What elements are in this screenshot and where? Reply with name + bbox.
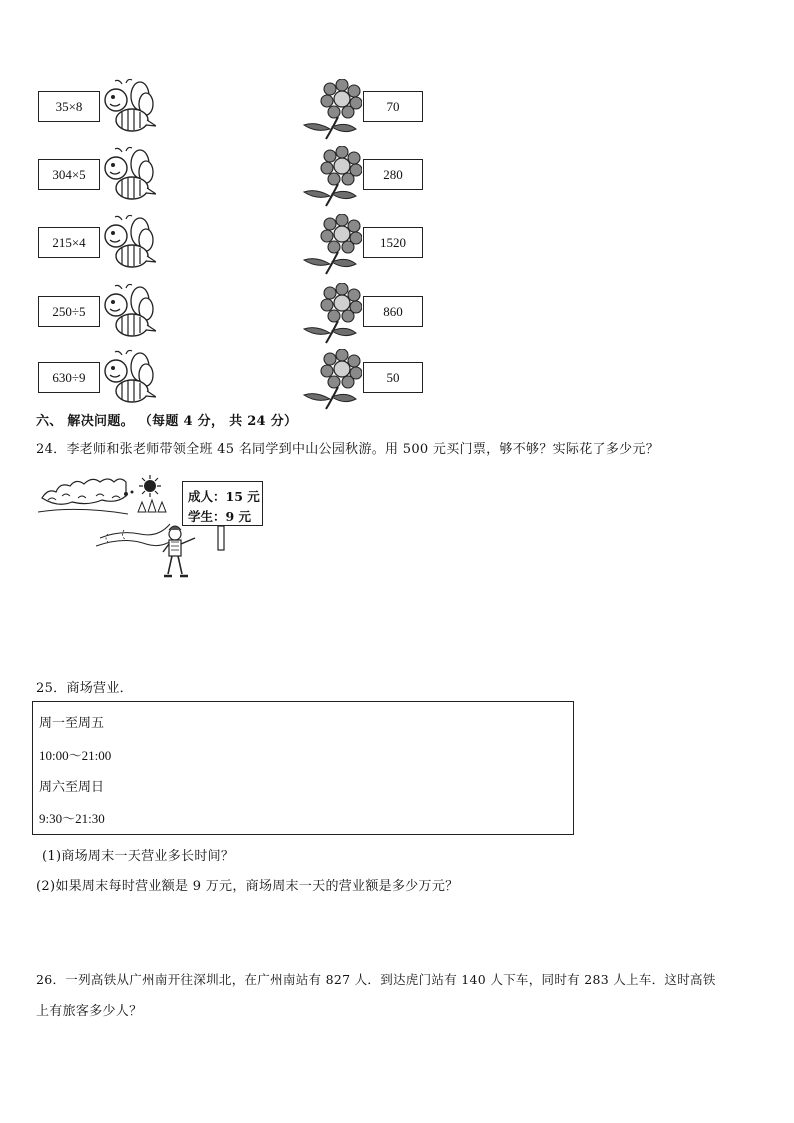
expression-box-2	[38, 159, 100, 190]
expression-box-3	[38, 227, 100, 258]
expression-text: 215×4	[52, 234, 86, 250]
expression-text: 250÷5	[52, 303, 86, 319]
question-26-line2: 上有旅客多少人？	[36, 1004, 143, 1019]
bee-icon	[96, 146, 156, 206]
expression-text: 35×8	[55, 98, 83, 114]
student-price: 学生：9 元	[188, 509, 252, 524]
expression-text: 630÷9	[52, 369, 86, 385]
answer-text: 70	[386, 98, 400, 114]
flower-icon	[302, 79, 362, 141]
answer-box-2	[363, 159, 423, 190]
answer-box-1	[363, 91, 423, 122]
flower-icon	[302, 214, 362, 276]
flower-icon	[302, 283, 362, 345]
flower-icon	[302, 146, 362, 208]
answer-text: 1520	[380, 234, 406, 250]
answer-box-3	[363, 227, 423, 258]
bee-icon	[96, 349, 156, 409]
answer-box-4	[363, 296, 423, 327]
ticket-price-sign	[182, 481, 263, 526]
bee-icon	[96, 283, 156, 343]
answer-box-5	[363, 362, 423, 393]
question-25-sub1: (1)商场周末一天营业多长时间？	[42, 849, 235, 864]
adult-price: 成人：15 元	[188, 489, 260, 504]
answer-text: 280	[383, 166, 403, 182]
answer-text: 50	[386, 369, 400, 385]
weekend-label: 周六至周日	[39, 780, 105, 795]
bee-icon	[96, 78, 156, 138]
bee-icon	[96, 214, 156, 274]
expression-box-5	[38, 362, 100, 393]
answer-text: 860	[383, 303, 403, 319]
section-heading: 六、 解决问题。 （每题 4 分， 共 24 分）	[36, 414, 298, 429]
question-24-text: 24．李老师和张老师带领全班 45 名同学到中山公园秋游。用 500 元买门票，够不够？实际花了多少元？	[36, 442, 660, 457]
weekend-hours: 9:30～21:30	[39, 811, 105, 826]
expression-box-4	[38, 296, 100, 327]
weekday-hours: 10:00～21:00	[39, 748, 112, 763]
question-25-sub2: (2)如果周末每时营业额是 9 万元，商场周末一天的营业额是多少万元？	[36, 879, 459, 894]
question-26-line1: 26．一列高铁从广州南开往深圳北，在广州南站有 827 人．到达虎门站有 140 人下车，同时有 283 人上车．这时高铁	[36, 972, 716, 987]
expression-text: 304×5	[52, 166, 86, 182]
question-25-title: 25．商场营业．	[36, 681, 133, 696]
flower-icon	[302, 349, 362, 411]
weekday-label: 周一至周五	[39, 716, 105, 731]
business-hours-box	[32, 701, 574, 835]
expression-box-1	[38, 91, 100, 122]
